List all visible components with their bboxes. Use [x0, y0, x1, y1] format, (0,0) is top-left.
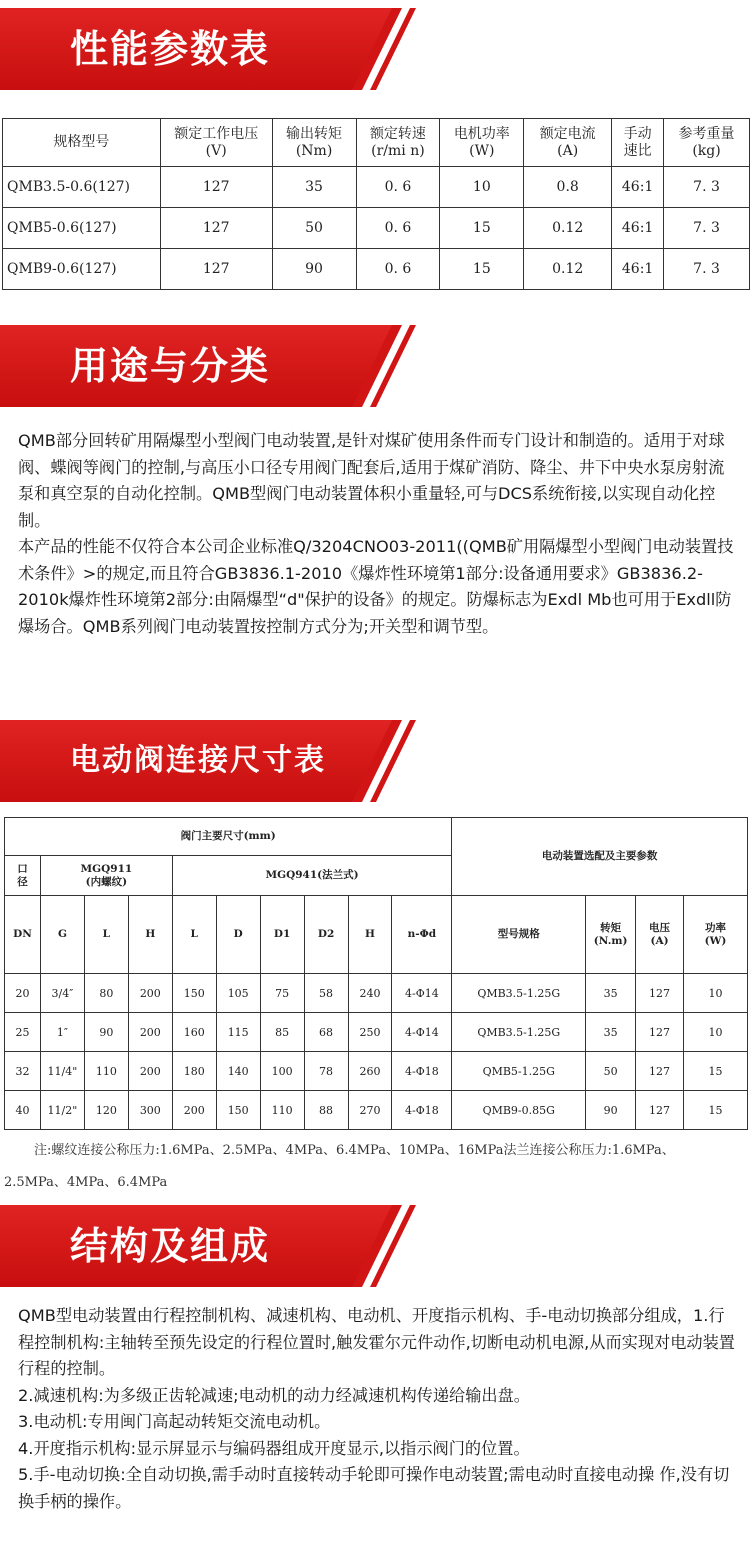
pressure-note	[4, 1135, 748, 1199]
table-cell: 78	[304, 1052, 348, 1091]
table-cell: 46:1	[612, 249, 664, 290]
table-cell: 0.12	[524, 249, 612, 290]
col-voltage: 电压 (A)	[636, 896, 684, 974]
header-weight: 参考重量 (kg)	[664, 119, 750, 167]
table-cell: 75	[260, 974, 304, 1013]
table-cell: 250	[348, 1013, 392, 1052]
table-cell: 4-Φ14	[392, 974, 452, 1013]
table-cell: 7. 3	[664, 249, 750, 290]
table-cell: 127	[636, 1052, 684, 1091]
table-cell: 127	[636, 974, 684, 1013]
table-row	[5, 1091, 748, 1130]
structure-paragraph-3: 3.电动机:专用闽门高起动转矩交流电动机。	[18, 1412, 331, 1431]
table-cell: QMB3.5-0.6(127)	[3, 167, 161, 208]
structure-paragraph-4: 4.开度指示机构:显示屏显示与编码器组成开度显示,以指示阀门的位置。	[18, 1438, 530, 1458]
table-cell: QMB9-0.6(127)	[3, 249, 161, 290]
table-cell: 4-Φ18	[392, 1091, 452, 1130]
table-cell: 150	[216, 1091, 260, 1130]
table-cell: 150	[172, 974, 216, 1013]
structure-paragraph-2: 2.减速机构:为多级正齿轮减速;电动机的动力经减速机构传递给输出盘。	[18, 1385, 530, 1405]
table-cell: 15	[440, 249, 524, 290]
section-title-structure: 结构及组成	[70, 1224, 271, 1268]
col-power: 功率 (W)	[684, 896, 748, 974]
group-header-device: 电动装置选配及主要参数	[452, 818, 748, 896]
table-cell: 200	[172, 1091, 216, 1130]
table-row	[5, 974, 748, 1013]
header-power: 电机功率 (W)	[440, 119, 524, 167]
table-cell: 46:1	[612, 208, 664, 249]
structure-paragraph-1: QMB型电动装置由行程控制机构、减速机构、电动机、开度指示机构、手-电动切换部分组成，1.行程控制机构:主轴转至预先设定的行程位置时,触发霍尔元件动作,切断电动机电源,从而实现对电动装置行程的控制。	[18, 1306, 735, 1378]
header-caliber: 口 径	[5, 856, 41, 896]
pressure-note-line-1: 注:螺纹连接公称压力:1.6MPa、2.5MPa、4MPa、6.4MPa、10MPa、16MPa法兰连接公称压力:1.6MPa、	[34, 1143, 675, 1158]
table-cell: 10	[684, 1013, 748, 1052]
table-cell: 11/2"	[40, 1091, 84, 1130]
header-voltage: 额定工作电压 (V)	[160, 119, 272, 167]
table-cell: 240	[348, 974, 392, 1013]
table-cell: 140	[216, 1052, 260, 1091]
group-header-valve: 阀门主要尺寸(mm)	[5, 818, 452, 856]
table-cell: 4-Φ14	[392, 1013, 452, 1052]
structure-description	[18, 1303, 738, 1515]
table-cell: 50	[586, 1052, 636, 1091]
col-model: 型号规格	[452, 896, 586, 974]
usage-paragraph-2: 本产品的性能不仅符合本公司企业标准Q/3204CNO03-2011((QMB矿用隔爆型小型阀门电动装置技术条件》>的规定,而且符合GB3836.1-2010《爆炸性环境第1部分:设备通用要求》GB3836.2-2010k爆炸性环境第2部分:由隔爆型“d"保护的设备》的规定。防爆标志为Exdl Mb也可用于Exdll防爆场合。QMB系列阀门电动装置按控制方式分为;开关型和调节型。	[18, 537, 734, 636]
table-cell: 35	[586, 1013, 636, 1052]
table-cell: 50	[272, 208, 356, 249]
table-cell: 35	[272, 167, 356, 208]
header-manual-ratio: 手动 速比	[612, 119, 664, 167]
header-model: 规格型号	[3, 119, 161, 167]
usage-paragraph-1: QMB部分回转矿用隔爆型小型阀门电动装置,是针对煤矿使用条件而专门设计和制造的。适用于对球阀、蝶阀等阀门的控制,与高压小口径专用阀门配套后,适用于煤矿消防、降尘、井下中央水泵房射流泵和真空泵的自动化控制。QMB型阀门电动装置体积小重量轻,可与DCS系统衔接,以实现自动化控制。	[18, 431, 725, 530]
table-cell: 3/4″	[40, 974, 84, 1013]
table-cell: 100	[260, 1052, 304, 1091]
header-current: 额定电流 (A)	[524, 119, 612, 167]
header-speed: 额定转速 (r/mi n)	[356, 119, 440, 167]
table-cell: 68	[304, 1013, 348, 1052]
table-cell: 0. 6	[356, 208, 440, 249]
table-cell: QMB5-0.6(127)	[3, 208, 161, 249]
table-cell: 40	[5, 1091, 41, 1130]
table-cell: 25	[5, 1013, 41, 1052]
table-row	[5, 1052, 748, 1091]
table-cell: 260	[348, 1052, 392, 1091]
table-cell: QMB3.5-1.25G	[452, 1013, 586, 1052]
group-header-mgq911: MGQ911 (内螺纹)	[40, 856, 172, 896]
table-cell: QMB9-0.85G	[452, 1091, 586, 1130]
col-dn: DN	[5, 896, 41, 974]
col-n-phid: n-Φd	[392, 896, 452, 974]
usage-description	[18, 428, 738, 640]
table-cell: 85	[260, 1013, 304, 1052]
table-cell: 90	[586, 1091, 636, 1130]
structure-paragraph-5: 5.手-电动切换:全自动切换,需手动时直接转动手轮即可操作电动装置;需电动时直接电动操 作,没有切换手柄的操作。	[18, 1465, 730, 1511]
group-header-mgq941: MGQ941(法兰式)	[172, 856, 452, 896]
table-row	[3, 249, 750, 290]
dimensions-column-headers	[5, 896, 748, 974]
table-row	[3, 208, 750, 249]
table-cell: 160	[172, 1013, 216, 1052]
col-l2: L	[172, 896, 216, 974]
pressure-note-line-2: 2.5MPa、4MPa、6.4MPa	[4, 1175, 168, 1190]
table-cell: QMB3.5-1.25G	[452, 974, 586, 1013]
table-cell: 7. 3	[664, 167, 750, 208]
table-cell: 35	[586, 974, 636, 1013]
table-cell: 90	[84, 1013, 128, 1052]
table-cell: 15	[684, 1091, 748, 1130]
table-cell: 7. 3	[664, 208, 750, 249]
table-cell: 10	[684, 974, 748, 1013]
col-torque: 转矩 (N.m)	[586, 896, 636, 974]
section-title-performance: 性能参数表	[70, 27, 271, 71]
table-cell: 200	[128, 974, 172, 1013]
performance-table-header	[3, 119, 750, 167]
table-cell: 180	[172, 1052, 216, 1091]
table-cell: 32	[5, 1052, 41, 1091]
section-banner-performance	[0, 8, 750, 90]
performance-table	[2, 118, 750, 290]
section-title-usage: 用途与分类	[70, 344, 271, 388]
table-cell: QMB5-1.25G	[452, 1052, 586, 1091]
table-row	[5, 1013, 748, 1052]
table-cell: 105	[216, 974, 260, 1013]
table-cell: 58	[304, 974, 348, 1013]
table-cell: 300	[128, 1091, 172, 1130]
table-cell: 127	[160, 249, 272, 290]
col-l: L	[84, 896, 128, 974]
dimensions-table	[4, 817, 748, 1130]
table-cell: 15	[684, 1052, 748, 1091]
table-cell: 0.8	[524, 167, 612, 208]
table-cell: 120	[84, 1091, 128, 1130]
table-cell: 127	[160, 167, 272, 208]
table-cell: 0. 6	[356, 167, 440, 208]
section-banner-dimensions	[0, 720, 750, 802]
table-cell: 46:1	[612, 167, 664, 208]
table-cell: 270	[348, 1091, 392, 1130]
col-h: H	[128, 896, 172, 974]
table-cell: 127	[160, 208, 272, 249]
section-banner-usage	[0, 325, 750, 407]
col-d2: D2	[304, 896, 348, 974]
table-cell: 11/4"	[40, 1052, 84, 1091]
table-cell: 90	[272, 249, 356, 290]
header-torque: 输出转矩 (Nm)	[272, 119, 356, 167]
table-cell: 20	[5, 974, 41, 1013]
table-cell: 127	[636, 1091, 684, 1130]
table-cell: 10	[440, 167, 524, 208]
table-cell: 200	[128, 1052, 172, 1091]
col-h2: H	[348, 896, 392, 974]
table-cell: 1″	[40, 1013, 84, 1052]
table-cell: 0.12	[524, 208, 612, 249]
col-g: G	[40, 896, 84, 974]
table-cell: 115	[216, 1013, 260, 1052]
table-cell: 200	[128, 1013, 172, 1052]
table-cell: 88	[304, 1091, 348, 1130]
table-cell: 15	[440, 208, 524, 249]
table-cell: 110	[260, 1091, 304, 1130]
table-cell: 4-Φ18	[392, 1052, 452, 1091]
col-d: D	[216, 896, 260, 974]
table-cell: 110	[84, 1052, 128, 1091]
table-cell: 80	[84, 974, 128, 1013]
section-title-dimensions: 电动阀连接尺寸表	[70, 743, 326, 778]
table-row	[3, 167, 750, 208]
table-cell: 127	[636, 1013, 684, 1052]
table-cell: 0. 6	[356, 249, 440, 290]
col-d1: D1	[260, 896, 304, 974]
section-banner-structure	[0, 1205, 750, 1287]
